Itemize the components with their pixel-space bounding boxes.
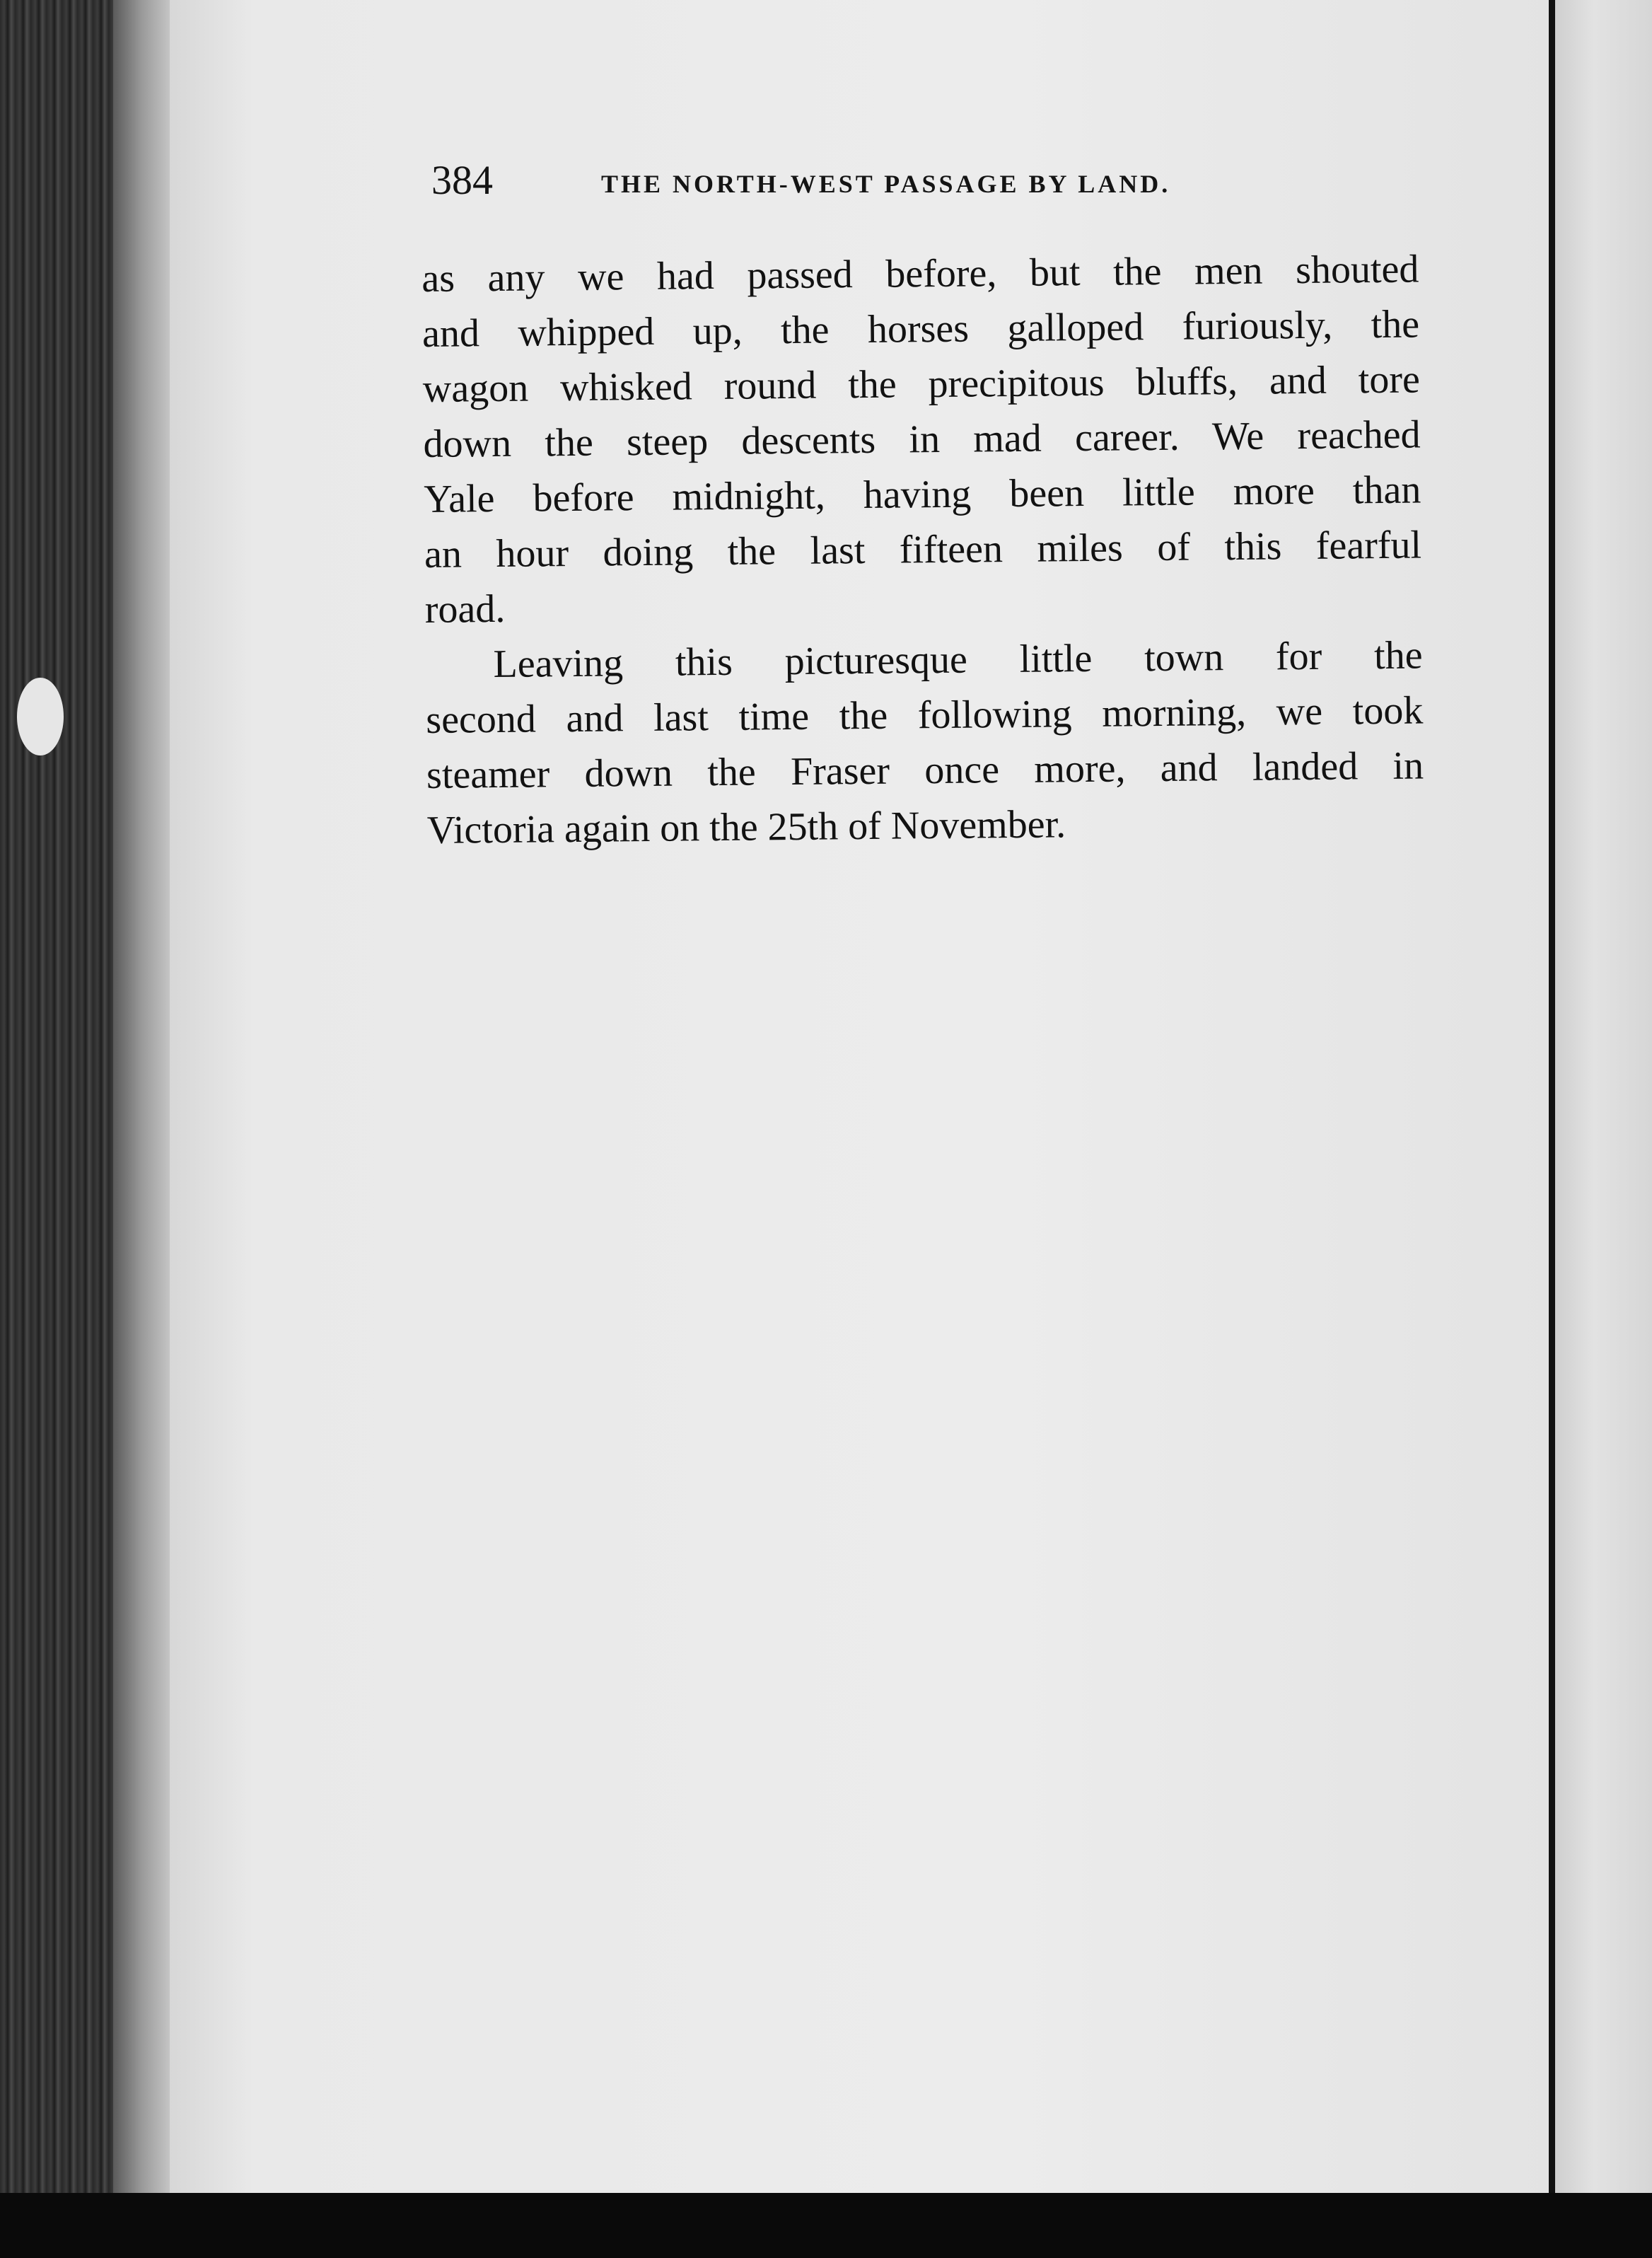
- text-line: down the steep descents in mad career. We reached: [423, 412, 1421, 466]
- text-line: Victoria again on the 25th of November.: [426, 802, 1066, 852]
- text-line: road.: [424, 586, 506, 632]
- paragraph-1: [421, 241, 1422, 637]
- scan-bottom-border: [0, 2193, 1652, 2258]
- facing-page-edge: [1555, 0, 1652, 2200]
- text-line: steamer down the Fraser once more, and landed in: [426, 743, 1424, 797]
- scan-hole-mark: [17, 678, 64, 755]
- text-line: second and last time the following morning, we took: [426, 688, 1424, 742]
- page-number: 384: [431, 157, 493, 203]
- running-title: THE NORTH-WEST PASSAGE BY LAND.: [601, 170, 1171, 198]
- text-line: and whipped up, the horses galloped furiously, the: [421, 302, 1420, 356]
- gutter-line: [1549, 0, 1555, 2200]
- text-line: an hour doing the last fifteen miles of this fearful: [424, 523, 1422, 577]
- text-line: Yale before midnight, having been little more than: [424, 468, 1421, 521]
- running-head: [431, 152, 1421, 209]
- text-line: Leaving this picturesque little town for the: [493, 633, 1423, 687]
- paragraph-2: [425, 627, 1424, 858]
- text-line: as any we had passed before, but the men shouted: [421, 247, 1419, 301]
- body-text: [421, 241, 1424, 857]
- text-line: wagon whisked round the precipitous bluffs, and tore: [422, 357, 1421, 411]
- page-edge-shadow: [113, 0, 177, 2200]
